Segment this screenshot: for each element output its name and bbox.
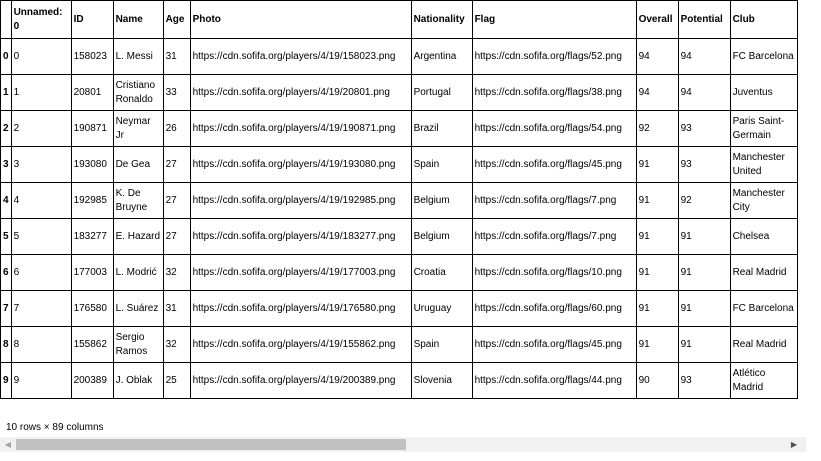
cell-overall: 91 — [636, 183, 678, 219]
cell-potential: 93 — [678, 147, 730, 183]
table-row — [1, 291, 798, 327]
cell-nationality: Slovenia — [411, 363, 472, 399]
cell-club: Paris Saint-Germain — [730, 111, 797, 147]
cell-unnamed: 8 — [11, 327, 71, 363]
dataframe-shape-footer: 10 rows × 89 columns — [6, 422, 104, 433]
cell-club: Juventus — [730, 75, 797, 111]
row-index: 7 — [1, 291, 12, 327]
row-index: 8 — [1, 327, 12, 363]
scroll-left-arrow-icon[interactable]: ◀ — [4, 440, 12, 449]
cell-club: Chelsea — [730, 219, 797, 255]
cell-unnamed: 3 — [11, 147, 71, 183]
cell-id: 200389 — [71, 363, 113, 399]
cell-age: 31 — [163, 39, 190, 75]
cell-flag: https://cdn.sofifa.org/flags/10.png — [472, 255, 636, 291]
cell-unnamed: 7 — [11, 291, 71, 327]
cell-id: 193080 — [71, 147, 113, 183]
cell-potential: 94 — [678, 75, 730, 111]
cell-age: 27 — [163, 183, 190, 219]
index-header — [1, 1, 12, 39]
cell-potential: 91 — [678, 291, 730, 327]
cell-nationality: Croatia — [411, 255, 472, 291]
cell-name: J. Oblak — [113, 363, 163, 399]
cell-flag: https://cdn.sofifa.org/flags/7.png — [472, 183, 636, 219]
cell-name: E. Hazard — [113, 219, 163, 255]
column-header-nationality: Nationality — [411, 1, 472, 39]
cell-overall: 91 — [636, 147, 678, 183]
cell-club: Manchester United — [730, 147, 797, 183]
column-header-age: Age — [163, 1, 190, 39]
cell-overall: 94 — [636, 75, 678, 111]
cell-age: 26 — [163, 111, 190, 147]
cell-id: 190871 — [71, 111, 113, 147]
table-row — [1, 363, 798, 399]
cell-nationality: Belgium — [411, 183, 472, 219]
cell-photo: https://cdn.sofifa.org/players/4/19/177003.png — [190, 255, 411, 291]
row-index: 2 — [1, 111, 12, 147]
cell-potential: 93 — [678, 111, 730, 147]
cell-overall: 92 — [636, 111, 678, 147]
cell-age: 32 — [163, 327, 190, 363]
cell-unnamed: 4 — [11, 183, 71, 219]
cell-id: 192985 — [71, 183, 113, 219]
cell-nationality: Spain — [411, 327, 472, 363]
cell-unnamed: 5 — [11, 219, 71, 255]
cell-photo: https://cdn.sofifa.org/players/4/19/158023.png — [190, 39, 411, 75]
cell-age: 32 — [163, 255, 190, 291]
cell-photo: https://cdn.sofifa.org/players/4/19/155862.png — [190, 327, 411, 363]
cell-id: 155862 — [71, 327, 113, 363]
cell-club: FC Barcelona — [730, 39, 797, 75]
row-index: 6 — [1, 255, 12, 291]
cell-unnamed: 1 — [11, 75, 71, 111]
row-index: 9 — [1, 363, 12, 399]
row-index: 4 — [1, 183, 12, 219]
cell-nationality: Portugal — [411, 75, 472, 111]
column-header-flag: Flag — [472, 1, 636, 39]
cell-flag: https://cdn.sofifa.org/flags/38.png — [472, 75, 636, 111]
table-row — [1, 147, 798, 183]
cell-name: L. Messi — [113, 39, 163, 75]
column-header-unnamed: Unnamed: 0 — [11, 1, 71, 39]
cell-potential: 93 — [678, 363, 730, 399]
cell-photo: https://cdn.sofifa.org/players/4/19/20801.png — [190, 75, 411, 111]
cell-name: Neymar Jr — [113, 111, 163, 147]
cell-unnamed: 9 — [11, 363, 71, 399]
cell-name: L. Modrić — [113, 255, 163, 291]
cell-overall: 91 — [636, 327, 678, 363]
cell-nationality: Spain — [411, 147, 472, 183]
cell-nationality: Argentina — [411, 39, 472, 75]
cell-club: Atlético Madrid — [730, 363, 797, 399]
cell-club: Real Madrid — [730, 327, 797, 363]
cell-overall: 94 — [636, 39, 678, 75]
cell-overall: 91 — [636, 291, 678, 327]
cell-name: Sergio Ramos — [113, 327, 163, 363]
scroll-thumb[interactable] — [16, 439, 406, 450]
cell-age: 31 — [163, 291, 190, 327]
cell-nationality: Uruguay — [411, 291, 472, 327]
cell-name: K. De Bruyne — [113, 183, 163, 219]
cell-photo: https://cdn.sofifa.org/players/4/19/190871.png — [190, 111, 411, 147]
cell-flag: https://cdn.sofifa.org/flags/60.png — [472, 291, 636, 327]
cell-unnamed: 6 — [11, 255, 71, 291]
cell-club: Manchester City — [730, 183, 797, 219]
table-row — [1, 327, 798, 363]
cell-age: 25 — [163, 363, 190, 399]
cell-potential: 91 — [678, 219, 730, 255]
cell-flag: https://cdn.sofifa.org/flags/7.png — [472, 219, 636, 255]
cell-id: 20801 — [71, 75, 113, 111]
cell-potential: 92 — [678, 183, 730, 219]
cell-age: 27 — [163, 219, 190, 255]
cell-overall: 90 — [636, 363, 678, 399]
column-header-id: ID — [71, 1, 113, 39]
cell-age: 33 — [163, 75, 190, 111]
scroll-right-arrow-icon[interactable]: ▶ — [790, 440, 798, 449]
cell-age: 27 — [163, 147, 190, 183]
cell-name: L. Suárez — [113, 291, 163, 327]
cell-flag: https://cdn.sofifa.org/flags/44.png — [472, 363, 636, 399]
header-row — [1, 1, 798, 39]
row-index: 5 — [1, 219, 12, 255]
column-header-club: Club — [730, 1, 797, 39]
column-header-potential: Potential — [678, 1, 730, 39]
truncated-column-edge — [801, 0, 808, 414]
cell-potential: 91 — [678, 255, 730, 291]
table-row — [1, 183, 798, 219]
cell-overall: 91 — [636, 255, 678, 291]
cell-name: De Gea — [113, 147, 163, 183]
cell-id: 177003 — [71, 255, 113, 291]
horizontal-scrollbar[interactable] — [0, 437, 806, 452]
cell-flag: https://cdn.sofifa.org/flags/52.png — [472, 39, 636, 75]
cell-flag: https://cdn.sofifa.org/flags/54.png — [472, 111, 636, 147]
cell-photo: https://cdn.sofifa.org/players/4/19/183277.png — [190, 219, 411, 255]
cell-nationality: Belgium — [411, 219, 472, 255]
cell-overall: 91 — [636, 219, 678, 255]
cell-photo: https://cdn.sofifa.org/players/4/19/176580.png — [190, 291, 411, 327]
cell-photo: https://cdn.sofifa.org/players/4/19/192985.png — [190, 183, 411, 219]
column-header-overall: Overall — [636, 1, 678, 39]
table-row — [1, 39, 798, 75]
row-index: 1 — [1, 75, 12, 111]
cell-photo: https://cdn.sofifa.org/players/4/19/193080.png — [190, 147, 411, 183]
column-header-name: Name — [113, 1, 163, 39]
cell-flag: https://cdn.sofifa.org/flags/45.png — [472, 327, 636, 363]
cell-flag: https://cdn.sofifa.org/flags/45.png — [472, 147, 636, 183]
table-row — [1, 219, 798, 255]
cell-id: 158023 — [71, 39, 113, 75]
cell-photo: https://cdn.sofifa.org/players/4/19/200389.png — [190, 363, 411, 399]
cell-unnamed: 2 — [11, 111, 71, 147]
column-header-photo: Photo — [190, 1, 411, 39]
row-index: 0 — [1, 39, 12, 75]
cell-potential: 91 — [678, 327, 730, 363]
cell-unnamed: 0 — [11, 39, 71, 75]
cell-club: Real Madrid — [730, 255, 797, 291]
cell-id: 183277 — [71, 219, 113, 255]
cell-nationality: Brazil — [411, 111, 472, 147]
cell-id: 176580 — [71, 291, 113, 327]
table-row — [1, 111, 798, 147]
table-row — [1, 75, 798, 111]
cell-club: FC Barcelona — [730, 291, 797, 327]
table-row — [1, 255, 798, 291]
cell-name: Cristiano Ronaldo — [113, 75, 163, 111]
row-index: 3 — [1, 147, 12, 183]
cell-potential: 94 — [678, 39, 730, 75]
